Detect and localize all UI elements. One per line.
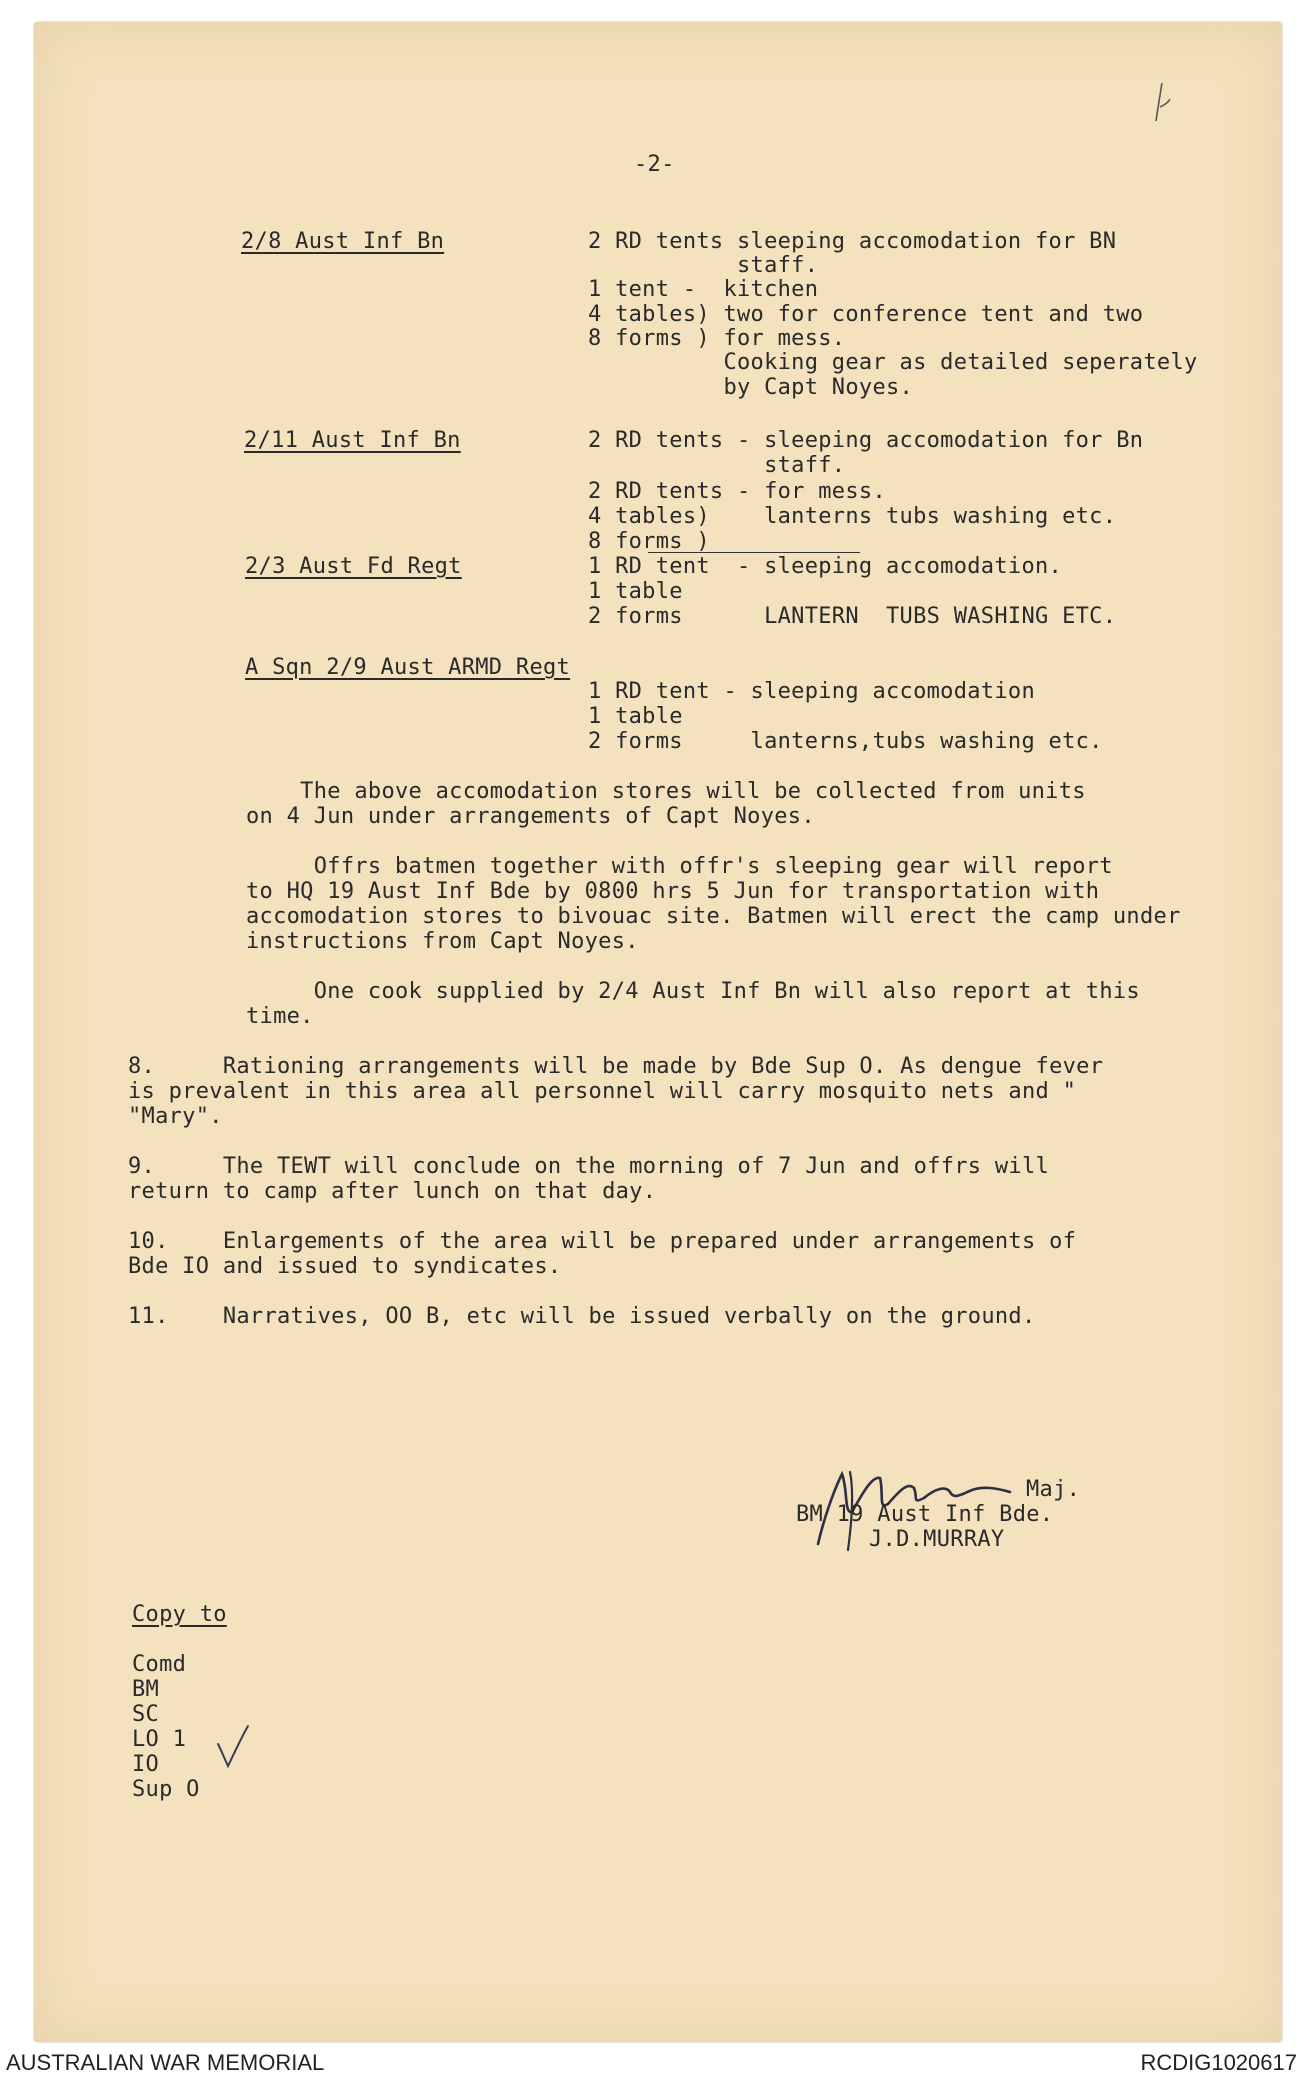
unit-detail-line: 1 RD tent - sleeping accomodation. <box>588 554 1063 579</box>
paragraph-line: The above accomodation stores will be collected from units <box>246 779 1086 804</box>
underline-rule <box>648 552 860 553</box>
unit-detail-line: 4 tables) lanterns tubs washing etc. <box>588 504 1117 529</box>
unit-name: 2/8 Aust Inf Bn <box>241 229 445 254</box>
unit-detail-line: 2 RD tents - for mess. <box>588 479 886 504</box>
document-page <box>34 22 1282 2042</box>
signature-name: J.D.MURRAY <box>869 1527 1005 1552</box>
copy-to-item: Sup O <box>132 1777 200 1802</box>
numbered-paragraph-line: 10. Enlargements of the area will be prepared under arrangements of <box>128 1229 1077 1254</box>
unit-detail-line: 1 table <box>588 579 683 604</box>
paragraph-line: to HQ 19 Aust Inf Bde by 0800 hrs 5 Jun for transportation with <box>246 879 1100 904</box>
unit-detail-line: 8 forms ) <box>588 529 710 554</box>
unit-name: 2/11 Aust Inf Bn <box>244 428 461 453</box>
paragraph-line: instructions from Capt Noyes. <box>246 929 639 954</box>
numbered-paragraph-line: return to camp after lunch on that day. <box>128 1179 657 1204</box>
unit-detail-line: 2 forms LANTERN TUBS WASHING ETC. <box>588 604 1117 629</box>
unit-detail-line: 4 tables) two for conference tent and two <box>588 302 1144 327</box>
copy-to-item: Comd <box>132 1652 187 1677</box>
copy-to-item: BM <box>132 1677 160 1702</box>
unit-detail-line: 2 RD tents sleeping accomodation for BN <box>588 229 1117 254</box>
paragraph-line: accomodation stores to bivouac site. Batmen will erect the camp under <box>246 904 1181 929</box>
copy-to-item: LO 1 <box>132 1727 187 1752</box>
unit-detail-line: 1 RD tent - sleeping accomodation <box>588 679 1035 704</box>
unit-detail-line: staff. <box>588 453 846 478</box>
unit-detail-line: staff. <box>588 253 819 278</box>
footer-record-id: RCDIG1020617 <box>1140 2050 1297 2075</box>
unit-detail-line: Cooking gear as detailed seperately <box>588 350 1198 375</box>
signature-rank: Maj. <box>1026 1477 1081 1502</box>
numbered-paragraph-line: 11. Narratives, OO B, etc will be issued verbally on the ground. <box>128 1304 1036 1329</box>
copy-to-item: IO <box>132 1752 160 1777</box>
unit-name: A Sqn 2/9 Aust ARMD Regt <box>245 655 571 680</box>
paragraph-line: on 4 Jun under arrangements of Capt Noyes. <box>246 804 815 829</box>
unit-detail-line: by Capt Noyes. <box>588 375 914 400</box>
footer-archive-name: AUSTRALIAN WAR MEMORIAL <box>6 2050 325 2075</box>
paragraph-line: Offrs batmen together with offr's sleeping gear will report <box>246 854 1113 879</box>
numbered-paragraph-line: "Mary". <box>128 1104 223 1129</box>
signature-appointment: BM 19 Aust Inf Bde. <box>796 1502 1054 1527</box>
page-number: -2- <box>634 152 675 177</box>
unit-detail-line: 2 RD tents - sleeping accomodation for Bn <box>588 428 1144 453</box>
unit-detail-line: 1 table <box>588 704 683 729</box>
numbered-paragraph-line: Bde IO and issued to syndicates. <box>128 1254 562 1279</box>
paragraph-line: One cook supplied by 2/4 Aust Inf Bn will also report at this <box>246 979 1140 1004</box>
checkmark-icon <box>212 1722 252 1772</box>
pencil-mark <box>1134 77 1184 147</box>
unit-name: 2/3 Aust Fd Regt <box>245 554 462 579</box>
unit-detail-line: 1 tent - kitchen <box>588 277 819 302</box>
numbered-paragraph-line: is prevalent in this area all personnel will carry mosquito nets and " <box>128 1079 1077 1104</box>
copy-to-item: SC <box>132 1702 160 1727</box>
paragraph-line: time. <box>246 1004 314 1029</box>
copy-to-heading: Copy to <box>132 1602 227 1627</box>
unit-detail-line: 8 forms ) for mess. <box>588 326 846 351</box>
numbered-paragraph-line: 8. Rationing arrangements will be made by Bde Sup O. As dengue fever <box>128 1054 1104 1079</box>
unit-detail-line: 2 forms lanterns,tubs washing etc. <box>588 729 1103 754</box>
numbered-paragraph-line: 9. The TEWT will conclude on the morning of 7 Jun and offrs will <box>128 1154 1050 1179</box>
